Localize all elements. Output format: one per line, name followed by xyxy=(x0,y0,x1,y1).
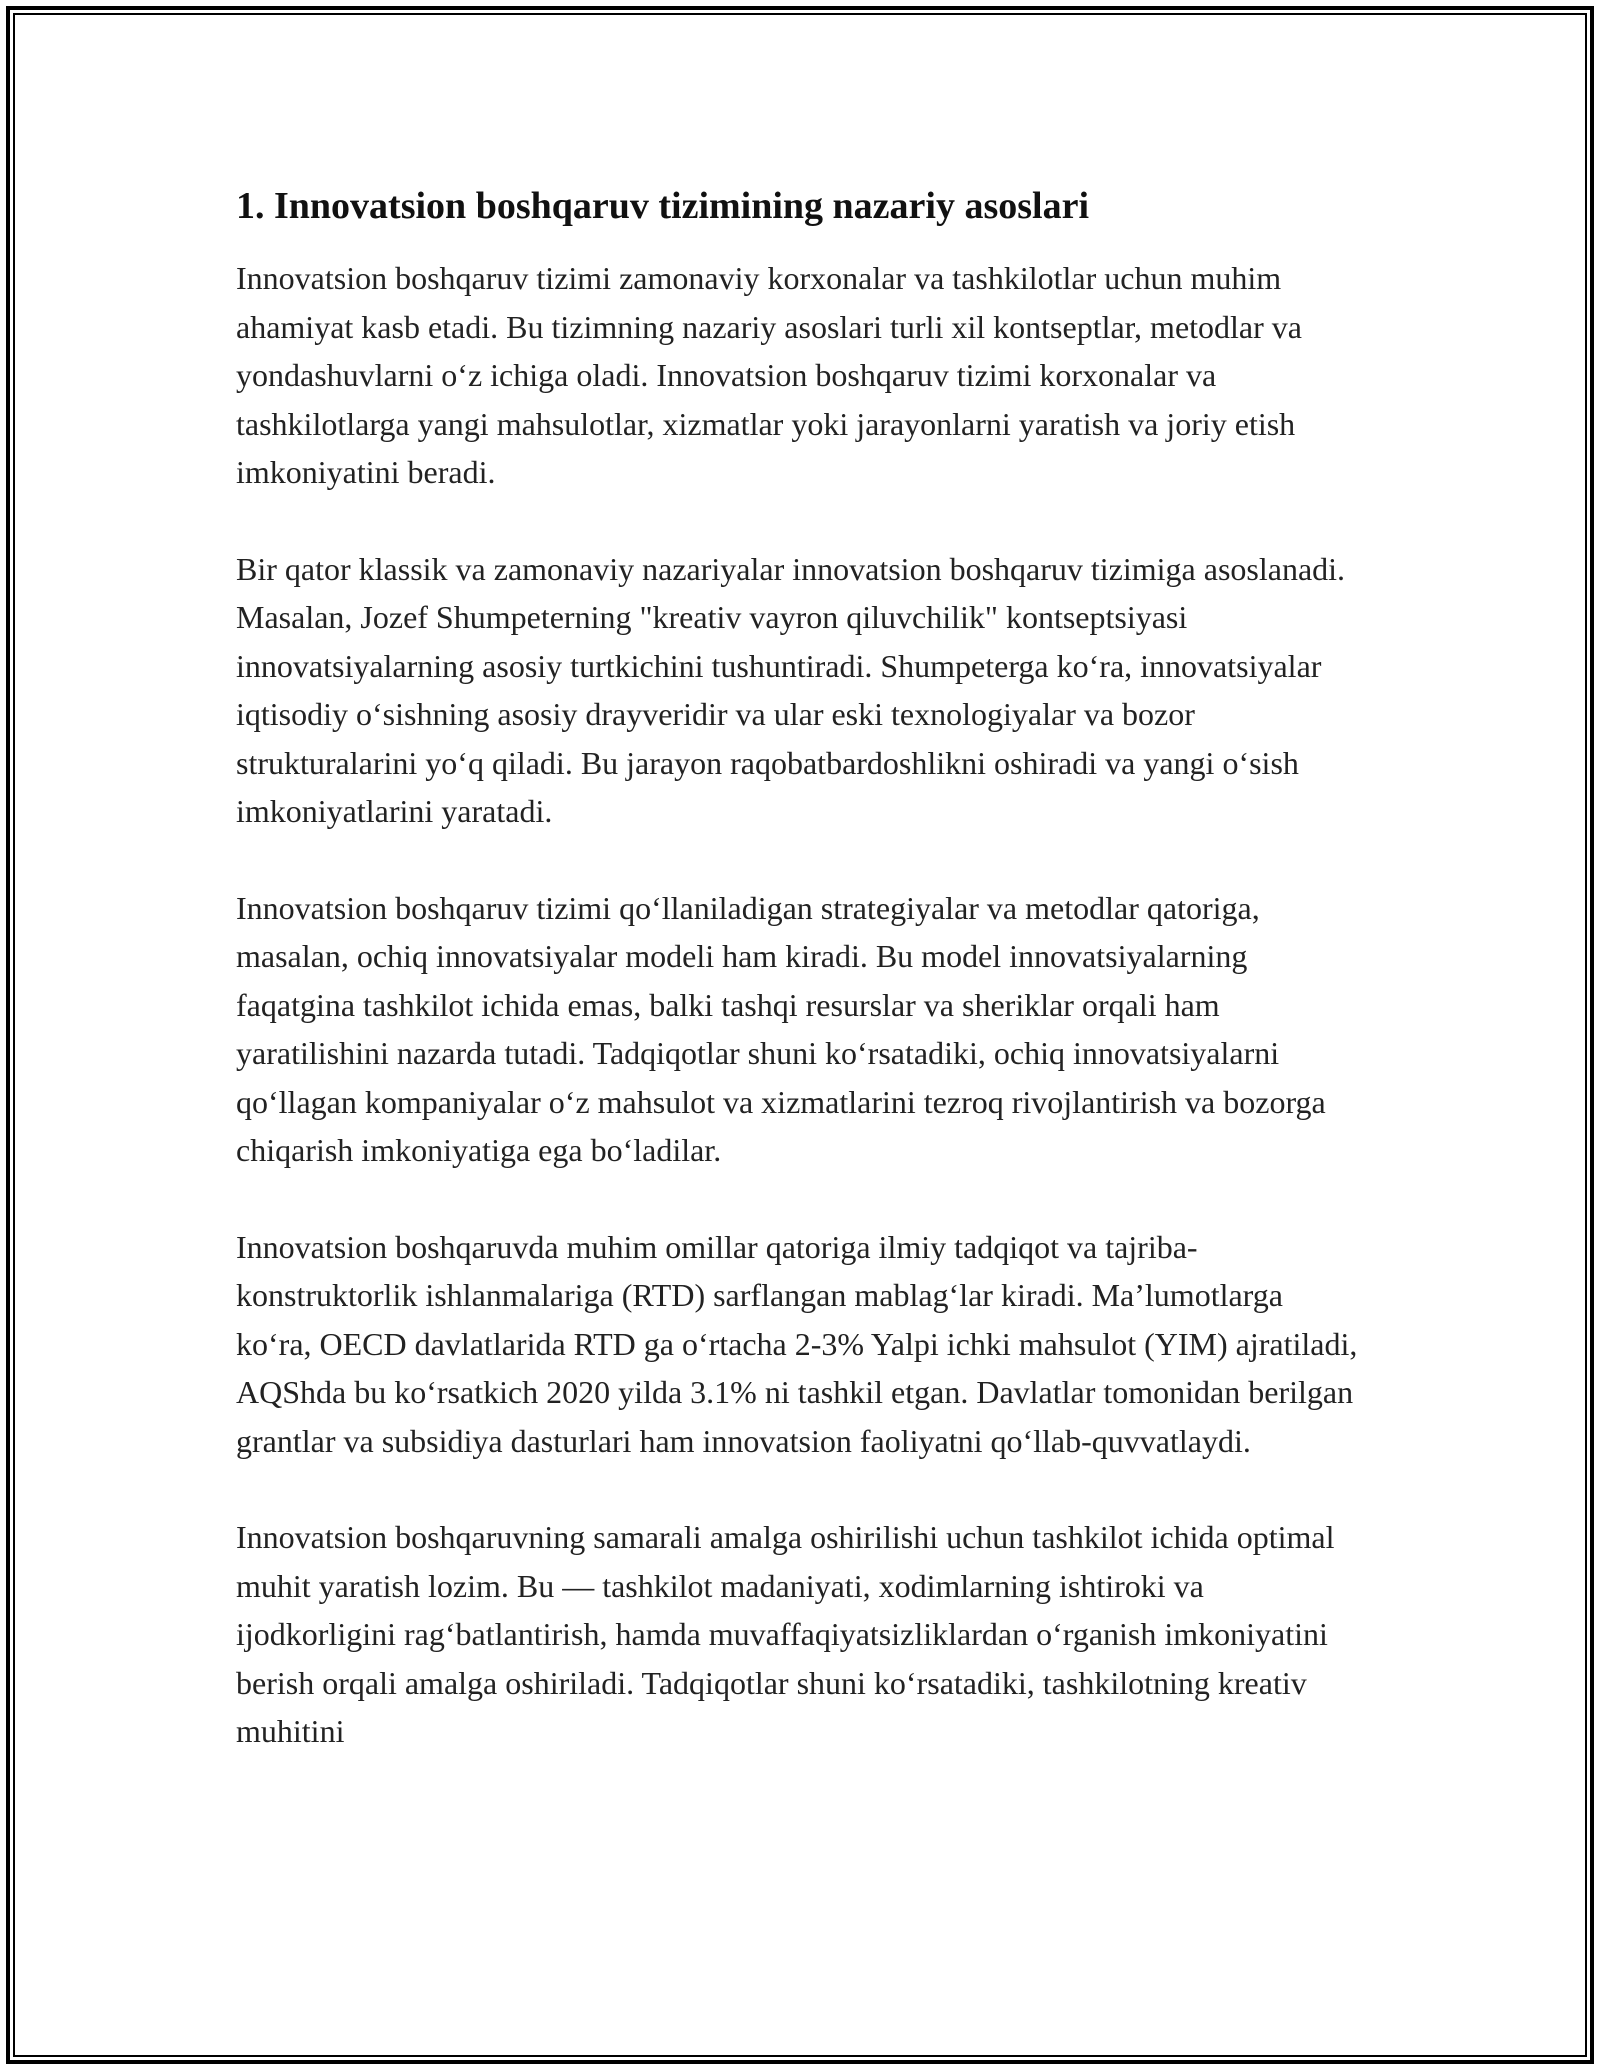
document-body xyxy=(236,182,1366,1804)
paragraph-3: Innovatsion boshqaruv tizimi qo‘llaniladigan strategiyalar va metodlar qatoriga, masalan, ochiq innovatsiyalar modeli ham kiradi. Bu model innovatsiyalarning faqatgina tashkilot ichida emas, balki tashqi resurslar va sheriklar orqali ham yaratilishini nazarda tutadi. Tadqiqotlar shuni ko‘rsatadiki, ochiq innovatsiyalarni qo‘llagan kompaniyalar o‘z mahsulot va xizmatlarini tezroq rivojlantirish va bozorga chiqarish imkoniyatiga ega bo‘ladilar. xyxy=(236,889,1326,1168)
paragraph-5: Innovatsion boshqaruvning samarali amalga oshirilishi uchun tashkilot ichida optimal muhit yaratish lozim. Bu — tashkilot madaniyati, xodimlarning ishtiroki va ijodkorligini rag‘batlantirish, hamda muvaffaqiyatsizliklardan o‘rganish imkoniyatini berish orqali amalga oshiriladi. Tadqiqotlar shuni ko‘rsatadiki, tashkilotning kreativ muhitini xyxy=(236,1519,1335,1749)
paragraph-1: Innovatsion boshqaruv tizimi zamonaviy korxonalar va tashkilotlar uchun muhim ahamiyat kasb etadi. Bu tizimning nazariy asoslari turli xil kontseptlar, metodlar va yondashuvlarni o‘z ichiga oladi. Innovatsion boshqaruv tizimi korxonalar va tashkilotlarga yangi mahsulotlar, xizmatlar yoki jarayonlarni yaratish va joriy etish imkoniyatini beradi. xyxy=(236,260,1302,490)
paragraph-4: Innovatsion boshqaruvda muhim omillar qatoriga ilmiy tadqiqot va tajriba-konstruktorlik ishlanmalariga (RTD) sarflangan mablag‘lar kiradi. Ma’lumotlarga ko‘ra, OECD davlatlarida RTD ga o‘rtacha 2-3% Yalpi ichki mahsulot (YIM) ajratiladi, AQShda bu ko‘rsatkich 2020 yilda 3.1% ni tashkil etgan. Davlatlar tomonidan berilgan grantlar va subsidiya dasturlari ham innovatsion faoliyatni qo‘llab-quvvatlaydi. xyxy=(236,1228,1358,1459)
paragraph-2: Bir qator klassik va zamonaviy nazariyalar innovatsion boshqaruv tizimiga asoslanadi. Masalan, Jozef Shumpeterning "kreativ vayron qiluvchilik" kontseptsiyasi innovatsiyalarning asosiy turtkichini tushuntiradi. Shumpeterga ko‘ra, innovatsiyalar iqtisodiy o‘sishning asosiy drayveridir va ular eski texnologiyalar va bozor strukturalarini yo‘q qiladi. Bu jarayon raqobatbardoshlikni oshiradi va yangi o‘sish imkoniyatlarini yaratadi. xyxy=(236,550,1346,829)
section-heading: 1. Innovatsion boshqaruv tizimining nazariy asoslari xyxy=(236,185,1090,227)
